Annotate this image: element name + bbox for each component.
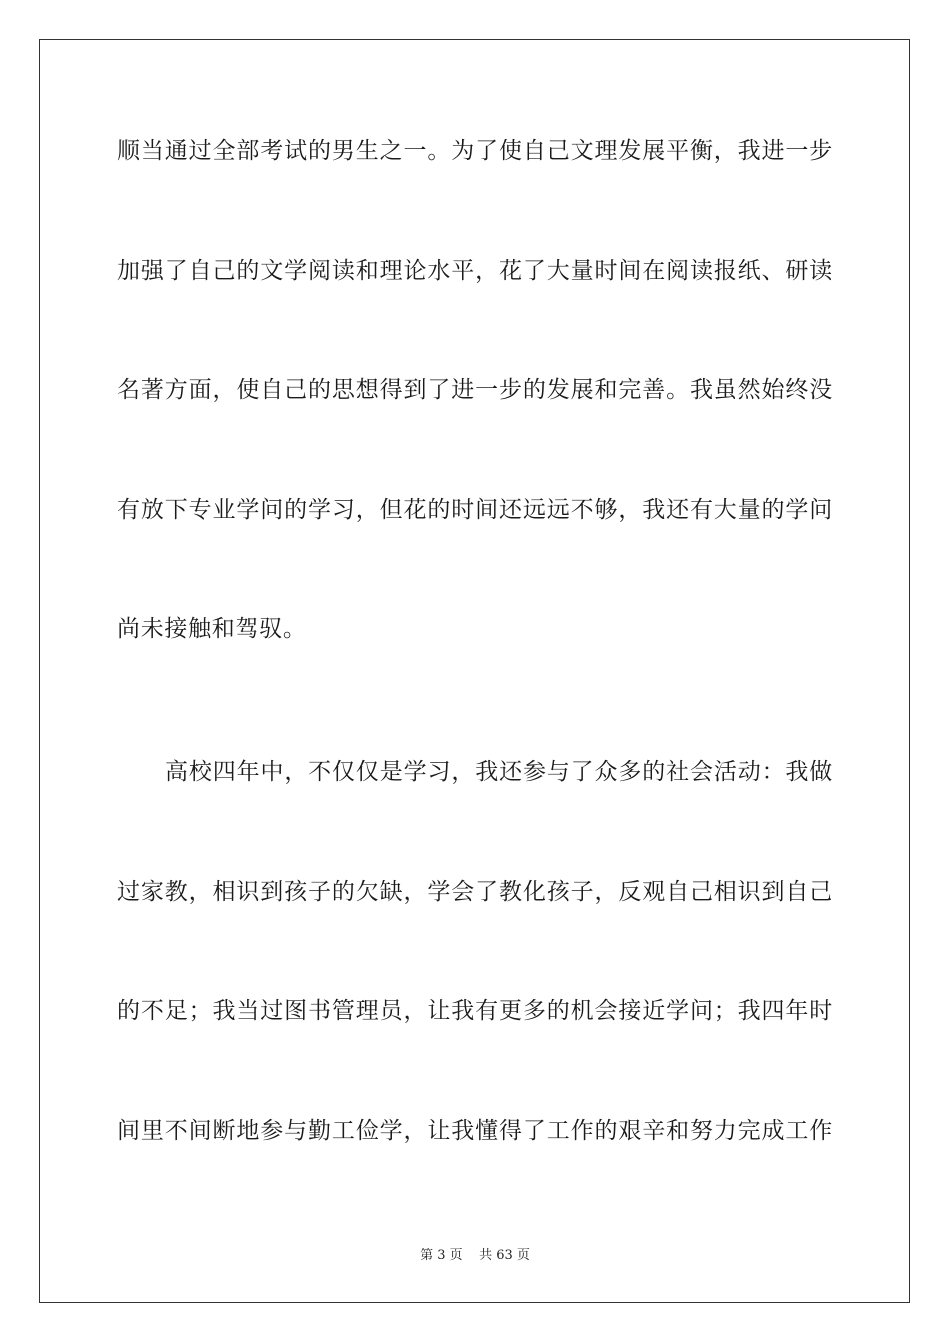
text-line-1: 顺当通过全部考试的男生之一。为了使自己文理发展平衡，我进一步 <box>117 138 833 164</box>
text-line-6: 高校四年中，不仅仅是学习，我还参与了众多的社会活动：我做 <box>165 759 833 785</box>
text-line-9: 间里不间断地参与勤工俭学，让我懂得了工作的艰辛和努力完成工作 <box>117 1118 833 1144</box>
text-line-8: 的不足；我当过图书管理员，让我有更多的机会接近学问；我四年时 <box>117 998 833 1024</box>
text-line-4: 有放下专业学问的学习，但花的时间还远远不够，我还有大量的学问 <box>117 497 833 523</box>
text-line-3: 名著方面，使自己的思想得到了进一步的发展和完善。我虽然始终没 <box>117 377 833 403</box>
text-line-7: 过家教，相识到孩子的欠缺，学会了教化孩子，反观自己相识到自己 <box>117 879 833 905</box>
page-frame <box>39 39 910 1303</box>
text-line-5: 尚未接触和驾驭。 <box>117 616 307 642</box>
page-number: 第 3 页 共 63 页 <box>420 1248 530 1263</box>
text-line-2: 加强了自己的文学阅读和理论水平，花了大量时间在阅读报纸、研读 <box>117 258 833 284</box>
